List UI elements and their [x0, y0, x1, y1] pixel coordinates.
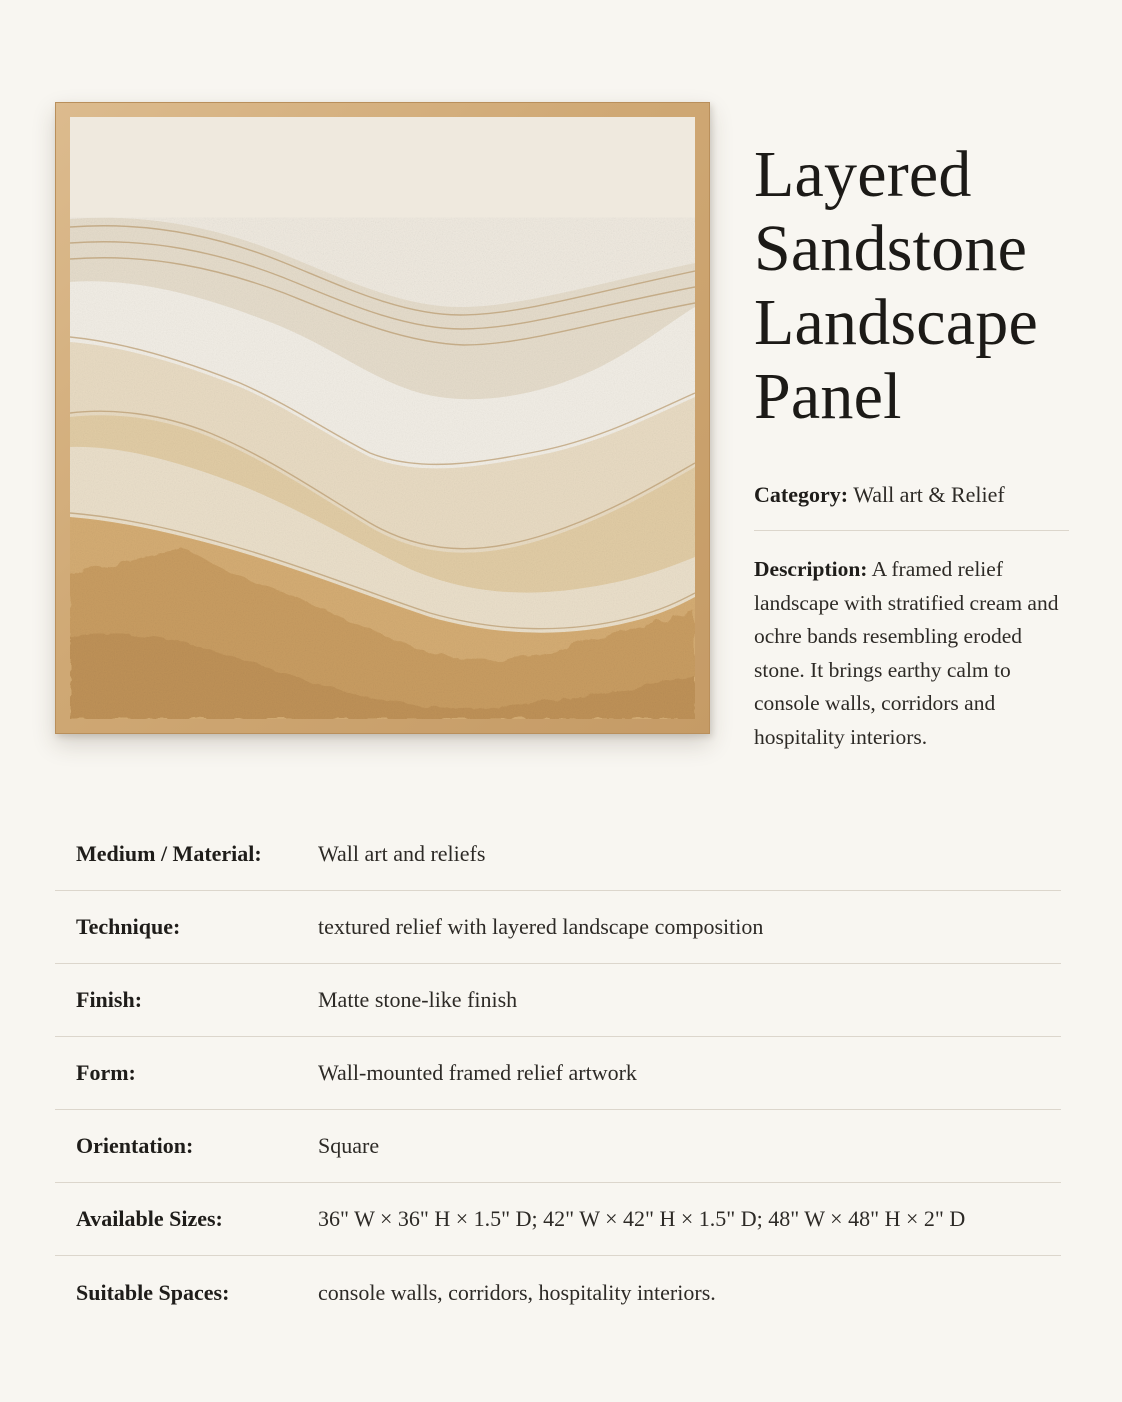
- product-info-panel: [754, 138, 1074, 755]
- title-line: Sandstone: [754, 212, 1028, 285]
- spec-label: Technique:: [76, 914, 181, 939]
- spec-row-spaces: [55, 1256, 1061, 1329]
- framed-artwork-image: [55, 102, 710, 734]
- spec-value: Square: [318, 1133, 380, 1158]
- spec-row-finish: [55, 964, 1061, 1037]
- title-line: Panel: [754, 360, 902, 433]
- spec-label: Suitable Spaces:: [76, 1279, 230, 1305]
- spec-value: textured relief with layered landscape composition: [318, 914, 764, 939]
- spec-label: Available Sizes:: [76, 1206, 223, 1231]
- spec-row-orientation: [55, 1110, 1061, 1183]
- description-block: [754, 553, 1072, 755]
- divider: [754, 530, 1069, 531]
- artwork-canvas: [70, 117, 695, 719]
- spec-label: Form:: [76, 1060, 136, 1085]
- description-label: Description:: [754, 557, 868, 581]
- title-line: Landscape: [754, 286, 1038, 359]
- sandstone-relief-illustration: [70, 117, 695, 719]
- category-line: [754, 480, 1074, 510]
- product-title: [754, 138, 1074, 434]
- spec-row-technique: [55, 891, 1061, 964]
- category-label: Category:: [754, 482, 849, 507]
- category-value: Wall art & Relief: [853, 482, 1005, 507]
- spec-row-sizes: [55, 1183, 1061, 1256]
- spec-label: Finish:: [76, 987, 143, 1012]
- spec-row-medium: [55, 818, 1061, 891]
- spec-value: 36" W × 36" H × 1.5" D; 42" W × 42" H × 1.5" D; 48" W × 48" H × 2" D: [318, 1206, 966, 1231]
- spec-label: Medium / Material:: [76, 841, 262, 866]
- description-text: A framed relief landscape with stratified cream and ochre bands resembling eroded stone. It brings earthy calm to console walls, corridors and hospitality interiors.: [754, 557, 1059, 749]
- spec-value: Wall-mounted framed relief artwork: [318, 1060, 637, 1085]
- spec-label: Orientation:: [76, 1133, 194, 1158]
- title-line: Layered: [754, 138, 972, 211]
- spec-value: Matte stone-like finish: [318, 987, 518, 1012]
- spec-value: console walls, corridors, hospitality interiors.: [318, 1279, 716, 1305]
- spec-value: Wall art and reliefs: [318, 841, 486, 866]
- specifications-table: [55, 818, 1061, 1329]
- spec-row-form: [55, 1037, 1061, 1110]
